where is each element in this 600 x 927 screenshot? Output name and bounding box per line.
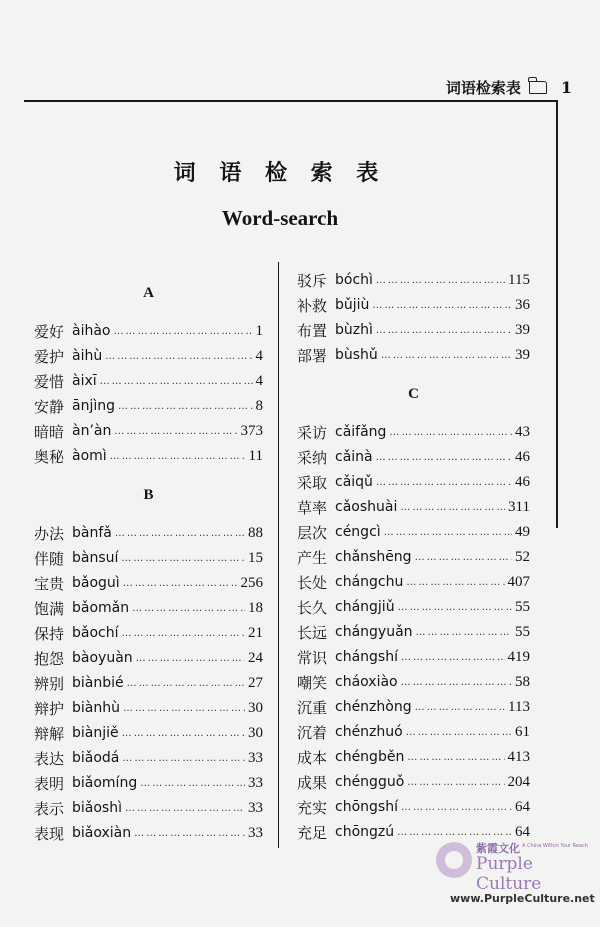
page-title-chinese: 词 语 检 索 表 — [173, 161, 387, 186]
index-entry — [297, 770, 530, 794]
entry-page: 39 — [515, 321, 530, 338]
index-entry — [297, 620, 530, 644]
entry-hanzi: 保持 — [34, 624, 65, 643]
index-entry — [34, 369, 263, 393]
entry-page: 64 — [515, 823, 530, 840]
entry-page: 11 — [248, 447, 263, 464]
dot-leader — [134, 828, 245, 839]
dot-leader — [136, 653, 245, 664]
entry-page: 46 — [515, 448, 530, 465]
dot-leader — [115, 528, 245, 539]
entry-page: 36 — [515, 296, 530, 313]
entry-page: 4 — [255, 347, 263, 364]
entry-page: 113 — [508, 698, 530, 715]
dot-leader — [122, 728, 245, 739]
entry-hanzi: 暗暗 — [34, 422, 65, 441]
entry-hanzi: 表明 — [34, 774, 65, 793]
dot-leader — [127, 678, 245, 689]
index-entry — [34, 746, 263, 770]
entry-hanzi: 办法 — [34, 524, 65, 543]
entry-hanzi: 草率 — [297, 498, 328, 517]
entry-hanzi: 沉重 — [297, 698, 328, 717]
entry-pinyin: chǎnshēng — [335, 549, 412, 565]
section-heading-c: C — [408, 386, 419, 402]
entry-hanzi: 爱惜 — [34, 372, 65, 391]
index-entry — [297, 420, 530, 444]
entry-pinyin: bànsuí — [72, 550, 119, 566]
entry-pinyin: bóchì — [335, 272, 373, 288]
section-heading-b: B — [143, 487, 154, 503]
entry-hanzi: 饱满 — [34, 599, 65, 618]
entry-pinyin: chángchu — [335, 574, 404, 590]
entry-hanzi: 辩护 — [34, 699, 65, 718]
dot-leader — [132, 603, 245, 614]
section-heading-a: A — [143, 285, 154, 301]
entry-page: 30 — [248, 724, 263, 741]
dot-leader — [110, 451, 246, 462]
index-entry — [297, 795, 530, 819]
watermark-brand: Purple Culture — [476, 854, 542, 894]
entry-pinyin: bǎomǎn — [72, 600, 130, 616]
entry-pinyin: chénzhòng — [335, 699, 412, 715]
entry-page: 88 — [248, 524, 263, 541]
index-entry — [34, 721, 263, 745]
watermark-tagline: A China Within Your Reach — [522, 843, 588, 849]
entry-pinyin: bàoyuàn — [72, 650, 133, 666]
entry-pinyin: chángyuǎn — [335, 624, 413, 640]
entry-pinyin: céngcì — [335, 524, 381, 540]
entry-pinyin: chōngzú — [335, 824, 395, 840]
index-entry — [297, 645, 530, 669]
entry-page: 419 — [507, 648, 530, 665]
entry-page: 115 — [508, 271, 530, 288]
entry-hanzi: 长远 — [297, 623, 328, 642]
entry-page: 55 — [515, 598, 530, 615]
index-entry — [34, 696, 263, 720]
entry-hanzi: 辩解 — [34, 724, 65, 743]
index-entry — [297, 745, 530, 769]
dot-leader — [122, 628, 246, 639]
entry-pinyin: ānjìng — [72, 398, 115, 414]
entry-pinyin: biǎoxiàn — [72, 825, 132, 841]
dot-leader — [389, 427, 512, 438]
entry-hanzi: 表现 — [34, 824, 65, 843]
entry-pinyin: àihào — [72, 323, 111, 339]
index-entry — [297, 445, 530, 469]
index-entry — [297, 495, 530, 519]
index-entry — [34, 444, 263, 468]
index-entry — [34, 596, 263, 620]
entry-hanzi: 奥秘 — [34, 447, 65, 466]
entry-page: 33 — [248, 799, 263, 816]
entry-pinyin: bǎoguì — [72, 575, 120, 591]
entry-page: 52 — [515, 548, 530, 565]
entry-hanzi: 伴随 — [34, 549, 65, 568]
dot-leader — [123, 703, 245, 714]
page-number: 1 — [560, 77, 572, 97]
entry-pinyin: biànbié — [72, 675, 124, 691]
entry-page: 21 — [248, 624, 263, 641]
entry-pinyin: cǎoshuài — [335, 499, 398, 515]
running-title: 词语检索表 — [445, 78, 521, 97]
dot-leader — [105, 351, 252, 362]
index-entry — [34, 821, 263, 845]
entry-hanzi: 成果 — [297, 773, 328, 792]
dot-leader — [122, 753, 245, 764]
entry-page: 311 — [508, 498, 530, 515]
dot-leader — [100, 376, 253, 387]
header-rule — [24, 100, 558, 102]
entry-page: 4 — [255, 372, 263, 389]
entry-pinyin: chénzhuó — [335, 724, 403, 740]
page-title-english: Word-search — [221, 206, 339, 230]
entry-pinyin: cǎinà — [335, 449, 373, 465]
dot-leader — [401, 652, 505, 663]
entry-pinyin: cǎifǎng — [335, 424, 387, 440]
index-entry — [297, 268, 530, 292]
entry-pinyin: cháoxiào — [335, 674, 398, 690]
index-entry — [297, 570, 530, 594]
watermark-chinese: 紫霞文化 — [476, 842, 520, 855]
dot-leader — [397, 827, 512, 838]
index-entry — [34, 646, 263, 670]
entry-hanzi: 采取 — [297, 473, 328, 492]
dot-leader — [415, 552, 512, 563]
index-entry — [297, 343, 530, 367]
index-entry — [297, 545, 530, 569]
entry-page: 24 — [248, 649, 263, 666]
entry-page: 27 — [248, 674, 263, 691]
entry-pinyin: biǎodá — [72, 750, 120, 766]
entry-hanzi: 安静 — [34, 397, 65, 416]
dot-leader — [415, 702, 505, 713]
index-entry — [34, 546, 263, 570]
entry-pinyin: cǎiqǔ — [335, 474, 373, 490]
dot-leader — [376, 477, 512, 488]
entry-pinyin: àihù — [72, 348, 103, 364]
entry-pinyin: àixī — [72, 373, 97, 389]
entry-page: 46 — [515, 473, 530, 490]
entry-pinyin: bànfǎ — [72, 525, 112, 541]
entry-hanzi: 充实 — [297, 798, 328, 817]
entry-page: 39 — [515, 346, 530, 363]
index-entry — [34, 344, 263, 368]
entry-hanzi: 长久 — [297, 598, 328, 617]
entry-page: 33 — [248, 774, 263, 791]
index-entry — [34, 571, 263, 595]
dot-leader — [372, 300, 512, 311]
entry-page: 49 — [515, 523, 530, 540]
index-entry — [297, 695, 530, 719]
entry-hanzi: 常识 — [297, 648, 328, 667]
dot-leader — [121, 553, 245, 564]
index-entry — [297, 318, 530, 342]
entry-page: 256 — [240, 574, 263, 591]
folder-icon — [529, 81, 547, 94]
entry-hanzi: 爱好 — [34, 322, 65, 341]
dot-leader — [401, 802, 512, 813]
entry-page: 204 — [507, 773, 530, 790]
index-entry — [34, 796, 263, 820]
index-entry — [297, 470, 530, 494]
entry-page: 18 — [248, 599, 263, 616]
entry-hanzi: 布置 — [297, 321, 328, 340]
entry-page: 58 — [515, 673, 530, 690]
index-entry — [297, 595, 530, 619]
watermark-url: www.PurpleCulture.net — [450, 892, 595, 905]
purple-culture-logo-icon — [436, 842, 472, 878]
index-entry — [297, 293, 530, 317]
entry-pinyin: àomì — [72, 448, 107, 464]
entry-pinyin: chōngshí — [335, 799, 398, 815]
entry-hanzi: 辨别 — [34, 674, 65, 693]
entry-page: 8 — [255, 397, 263, 414]
dot-leader — [400, 502, 505, 513]
index-entry — [34, 319, 263, 343]
entry-pinyin: chéngguǒ — [335, 774, 405, 790]
entry-pinyin: biǎomíng — [72, 775, 138, 791]
entry-hanzi: 爱护 — [34, 347, 65, 366]
dot-leader — [125, 803, 245, 814]
dot-leader — [123, 578, 238, 589]
dot-leader — [407, 777, 504, 788]
entry-hanzi: 产生 — [297, 548, 328, 567]
dot-leader — [406, 727, 512, 738]
entry-hanzi: 表示 — [34, 799, 65, 818]
index-entry — [34, 419, 263, 443]
entry-hanzi: 充足 — [297, 823, 328, 842]
dot-leader — [376, 275, 505, 286]
dot-leader — [376, 452, 512, 463]
index-entry — [34, 771, 263, 795]
entry-pinyin: biànhù — [72, 700, 120, 716]
entry-hanzi: 沉着 — [297, 723, 328, 742]
entry-page: 413 — [507, 748, 530, 765]
entry-hanzi: 嘲笑 — [297, 673, 328, 692]
entry-hanzi: 层次 — [297, 523, 328, 542]
index-entry — [34, 394, 263, 418]
dot-leader — [140, 778, 245, 789]
entry-page: 33 — [248, 749, 263, 766]
index-entry — [297, 670, 530, 694]
entry-pinyin: bùzhì — [335, 322, 373, 338]
dot-leader — [114, 326, 253, 337]
entry-pinyin: chéngběn — [335, 749, 405, 765]
entry-pinyin: chángjiǔ — [335, 599, 395, 615]
entry-page: 61 — [515, 723, 530, 740]
entry-hanzi: 宝贵 — [34, 574, 65, 593]
dot-leader — [401, 677, 512, 688]
index-entry — [34, 671, 263, 695]
entry-page: 407 — [507, 573, 530, 590]
entry-hanzi: 采纳 — [297, 448, 328, 467]
entry-hanzi: 成本 — [297, 748, 328, 767]
index-entry — [297, 720, 530, 744]
entry-page: 64 — [515, 798, 530, 815]
dot-leader — [406, 577, 504, 588]
entry-page: 33 — [248, 824, 263, 841]
entry-hanzi: 采访 — [297, 423, 328, 442]
entry-hanzi: 表达 — [34, 749, 65, 768]
running-header — [446, 78, 572, 96]
entry-page: 30 — [248, 699, 263, 716]
entry-pinyin: bǎochí — [72, 625, 119, 641]
column-divider — [278, 262, 279, 848]
dot-leader — [381, 350, 512, 361]
entry-hanzi: 部署 — [297, 346, 328, 365]
entry-pinyin: àn’àn — [72, 423, 112, 439]
dot-leader — [118, 401, 253, 412]
dot-leader — [398, 602, 512, 613]
entry-pinyin: bǔjiù — [335, 297, 370, 313]
dot-leader — [376, 325, 512, 336]
entry-pinyin: biǎoshì — [72, 800, 122, 816]
watermark — [436, 840, 596, 910]
entry-hanzi: 驳斥 — [297, 271, 328, 290]
dot-leader — [416, 627, 512, 638]
entry-page: 1 — [255, 322, 263, 339]
index-entry — [297, 520, 530, 544]
entry-page: 55 — [515, 623, 530, 640]
entry-pinyin: biànjiě — [72, 725, 119, 741]
index-entry — [34, 621, 263, 645]
entry-pinyin: bùshǔ — [335, 347, 378, 363]
dot-leader — [384, 527, 512, 538]
entry-hanzi: 长处 — [297, 573, 328, 592]
entry-page: 373 — [240, 422, 263, 439]
index-entry — [34, 521, 263, 545]
dot-leader — [407, 752, 504, 763]
entry-page: 43 — [515, 423, 530, 440]
entry-pinyin: chángshí — [335, 649, 398, 665]
dot-leader — [114, 426, 237, 437]
entry-hanzi: 补救 — [297, 296, 328, 315]
entry-hanzi: 抱怨 — [34, 649, 65, 668]
entry-page: 15 — [248, 549, 263, 566]
